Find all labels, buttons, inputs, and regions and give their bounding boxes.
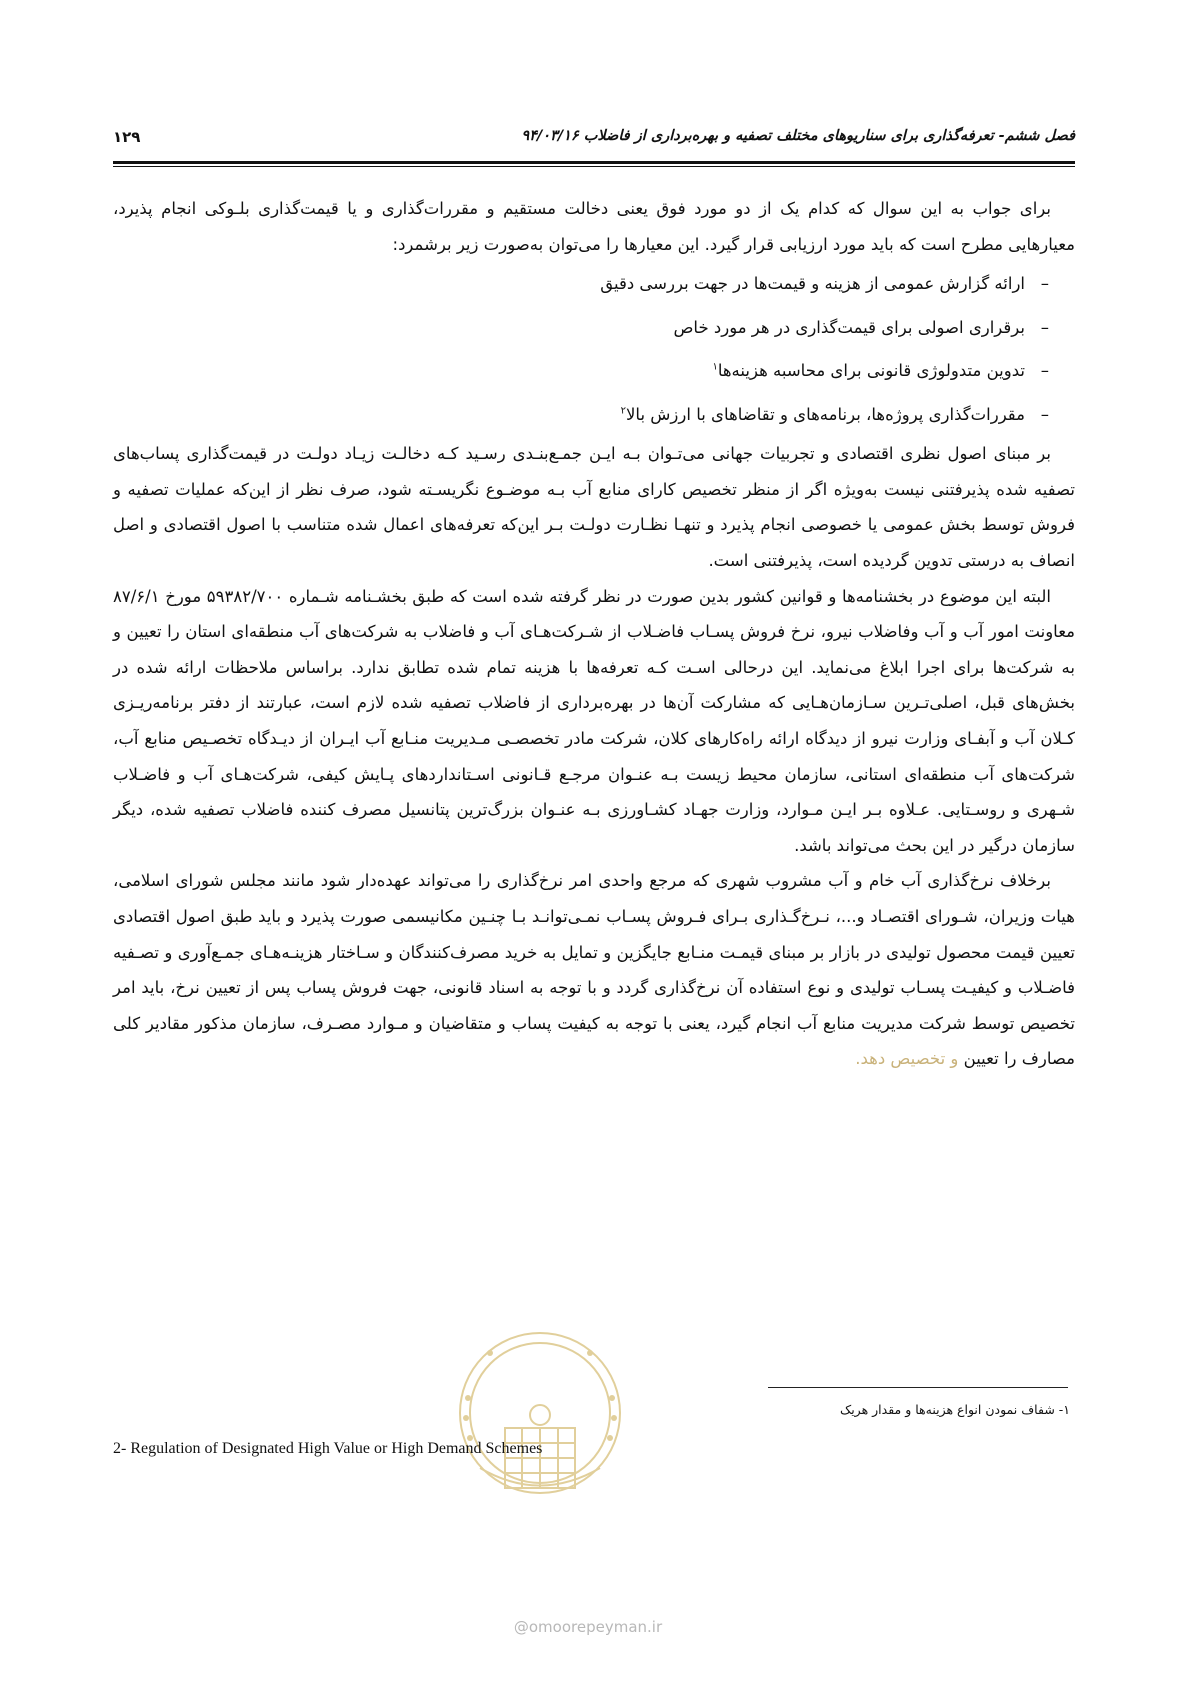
list-item-text: مقررات‌گذاری پروژه‌ها، برنامه‌های و تقاضاهای با ارزش بالا [626,404,1025,424]
paragraph-2: بر مبنای اصول نظری اقتصادی و تجربیات جهانی می‌تـوان بـه ایـن جمـع‌بنـدی رسـید کـه دخالـت زیـاد دولـت در قیمت‌گذاری پساب‌های تصفیه شده پذیرفتنی نیست به‌ویژه اگر از منظر تخصیص کارای منابع آب بـه موضـوع نگریسـته شود، صرف نظر از این‌که عملیات تصفیه و فروش توسط بخش عمومی یا خصوصی انجام پذیرد و تنهـا نظـارت دولـت بـر این‌که تعرفه‌های اعمال شده متناسب با اصول اقتصادی و اصل انصاف به درستی تدوین گردیده است، پذیرفتنی است. [113,444,1075,570]
footnote-1: ۱- شفاف نمودن انواع هزینه‌ها و مقدار هریک [840,1402,1070,1417]
chapter-title: فصل ششم- تعرفه‌گذاری برای سناریوهای مختلف تصفیه و بهره‌برداری از فاضلاب ۹۴/۰۳/۱۶ [521,128,1075,144]
criteria-list [113,262,1075,436]
paragraph-3: البته این موضوع در بخشنامه‌ها و قوانین کشور بدین صورت در نظر گرفته شده است که طبق بخشـنامه شـماره ۵۹۳۸۲/۷۰۰ مورخ ۸۷/۶/۱ معاونت امور آب و آب وفاضلاب نیرو، نرخ فروش پسـاب فاضـلاب از شـرکت‌هـای آب و فاضلاب به شرکت‌های آب منطقه‌ای استان را تعیین و به شرکت‌ها برای اجرا ابلاغ می‌نماید. این درحالی اسـت کـه تعرفه‌ها با هزینه تمام شده تطابق ندارد. براساس ملاحظات ارائه شده در بخش‌های قبل، اصلی‌تـرین سـازمان‌هـایی که مشارکت آن‌ها در بهره‌برداری از فاضلاب تصفیه شده لازم است، عبارتند از دفتر برنامه‌ریـزی کـلان آب و آبفـای وزارت نیرو از دیدگاه ارائه راه‌کارهای کلان، شرکت مادر تخصصـی مـدیریت منـابع آب ایـران از دیـدگاه تخصـیص منابع آب، شرکت‌های آب منطقه‌ای استانی، سازمان محیط زیست بـه عنـوان مرجـع قـانونی اسـتانداردهای پـایش کیفی، شرکت‌هـای آب و فاضـلاب شـهری و روسـتایی. عـلاوه بـر ایـن مـوارد، وزارت جهـاد کشـاورزی بـه عنـوان بزرگ‌ترین پتانسیل مصرف کننده فاضلاب تصفیه شده، دیگر سازمان درگیر در این بحث می‌تواند باشد. [113,586,1075,855]
list-item-text: برقراری اصولی برای قیمت‌گذاری در هر مورد خاص [673,317,1025,337]
bullet-dash: – [1040,404,1049,424]
bullet-dash: – [1040,274,1049,294]
header-rule-thin [113,166,1075,167]
list-item [113,349,1049,393]
footnote-rule [768,1387,1068,1388]
page-number: ۱۲۹ [113,128,141,146]
header-rule [113,161,1075,164]
list-item-text: تدوین متدولوژی قانونی برای محاسبه هزینه‌ها [717,361,1025,381]
watermark-logo [450,1318,630,1508]
list-item-text: ارائه گزارش عمومی از هزینه و قیمت‌ها در جهت بررسی دقیق [600,274,1025,294]
running-header [113,128,1075,158]
bullet-dash: – [1040,361,1049,381]
paragraph-4-text: برخلاف نرخ‌گذاری آب خام و آب مشروب شهری که مرجع واحدی امر نرخ‌گذاری را می‌تواند عهده‌دار شود مانند مجلس شورای اسلامی، هیات وزیران، شـورای اقتصـاد و...، نـرخ‌گـذاری بـرای فـروش پسـاب نمـی‌توانـد بـا چنـین مکانیسمی صورت پذیرد و باید طبق اصول اقتصادی تعیین قیمت محصول تولیدی در بازار بر مبنای قیمـت منـابع جایگزین و تمایل به خرید مصرف‌کنندگان و سـاختار هزینـه‌هـای جمـع‌آوری و تصـفیه فاضـلاب و کیفیـت پسـاب تولیدی و نوع استفاده آن نرخ‌گذاری گردد و با توجه به اسناد قانونی، جهت فروش پساب پس از تعیین نرخ، باید امر تخصیص توسط شرکت مدیریت منابع آب انجام گیرد، یعنی با توجه به کیفیت پساب و متقاضیان و مـوارد مصـرف، سازمان مذکور مقادیر کلی مصارف را تعیین [113,871,1075,1069]
list-item [113,393,1049,437]
bullet-dash: – [1040,317,1049,337]
watermark-url: @omoorepeyman.ir [513,1618,663,1636]
body-text [113,191,1075,1077]
list-item [113,262,1049,306]
paragraph-4 [113,863,1075,1077]
paragraph-4-tail: و تخصیص دهد. [855,1049,964,1069]
footnote-mark: ۲ [620,405,627,417]
paragraph-1: برای جواب به این سوال که کدام یک از دو مورد فوق یعنی دخالت مستقیم و مقررات‌گذاری و یا قیمت‌گذاری بلـوکی انجام پذیرد، معیارهایی مطرح است که باید مورد ارزیابی قرار گیرد. این معیارها را می‌توان به‌صورت زیر برشمرد: [113,199,1075,254]
footnote-mark: ۱ [712,361,718,373]
list-item [113,306,1049,350]
footnote-2: 2- Regulation of Designated High Value or High Demand Schemes [113,1440,543,1457]
